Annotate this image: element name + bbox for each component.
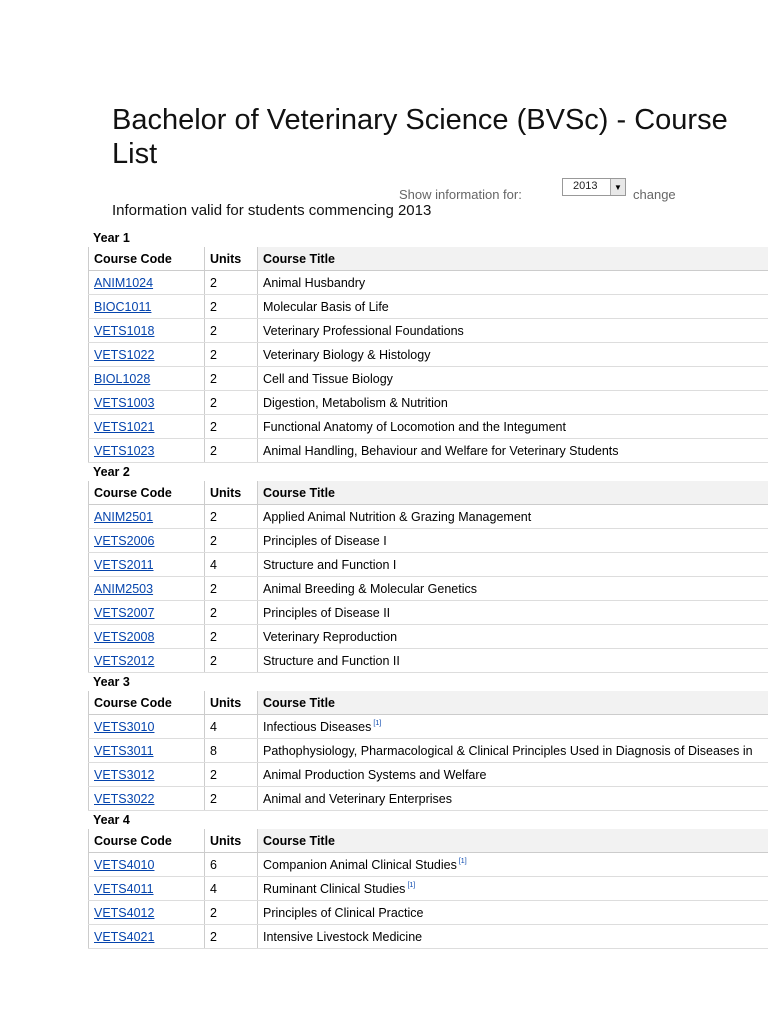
course-code-cell: [89, 577, 205, 601]
course-title-cell: [258, 529, 768, 553]
change-label: change: [633, 187, 676, 202]
course-code-cell: [89, 319, 205, 343]
table-row: [89, 505, 768, 529]
course-title-cell: [258, 601, 768, 625]
course-title: Functional Anatomy of Locomotion and the Integument: [263, 419, 566, 434]
page-title: Bachelor of Veterinary Science (BVSc) - Course List: [112, 104, 728, 170]
course-units-cell: 2: [205, 343, 258, 367]
course-units-cell: 2: [205, 271, 258, 295]
course-title: Principles of Disease II: [263, 605, 391, 620]
course-title-cell: [258, 739, 768, 763]
course-code-cell: [89, 415, 205, 439]
year-select-value: 2013: [573, 180, 598, 192]
course-title: Veterinary Professional Foundations: [263, 323, 464, 338]
table-row: [89, 319, 768, 343]
course-title-cell: [258, 271, 768, 295]
column-header-units: Units: [205, 829, 258, 853]
table-row: [89, 925, 768, 949]
course-code-link[interactable]: VETS1003: [94, 395, 155, 410]
table-row: [89, 577, 768, 601]
footnote-link[interactable]: [1]: [373, 720, 382, 728]
table-row: [89, 739, 768, 763]
course-title-cell: [258, 343, 768, 367]
course-title-cell: [258, 391, 768, 415]
course-code-link[interactable]: VETS2008: [94, 629, 155, 644]
year-select[interactable]: [562, 178, 626, 196]
course-title: Veterinary Biology & Histology: [263, 347, 431, 362]
course-units-cell: 2: [205, 415, 258, 439]
course-code-link[interactable]: VETS3012: [94, 767, 155, 782]
column-header-units: Units: [205, 691, 258, 715]
course-code-cell: [89, 529, 205, 553]
course-code-cell: [89, 649, 205, 673]
course-table: [88, 691, 768, 811]
course-title-cell: [258, 649, 768, 673]
column-header-code: Course Code: [89, 247, 205, 271]
column-header-units: Units: [205, 247, 258, 271]
table-row: [89, 295, 768, 319]
show-info-label: Show information for:: [399, 187, 522, 202]
column-header-title: Course Title: [258, 481, 768, 505]
course-title: Ruminant Clinical Studies: [263, 881, 406, 896]
column-header-code: Course Code: [89, 829, 205, 853]
table-row: [89, 343, 768, 367]
course-code-link[interactable]: VETS4011: [94, 881, 154, 896]
course-code-link[interactable]: VETS2007: [94, 605, 155, 620]
course-units-cell: 2: [205, 925, 258, 949]
column-header-code: Course Code: [89, 691, 205, 715]
course-code-cell: [89, 763, 205, 787]
table-header-row: [89, 481, 768, 505]
course-title-cell: [258, 439, 768, 463]
course-title: Principles of Clinical Practice: [263, 905, 424, 920]
course-code-cell: [89, 787, 205, 811]
course-table: [88, 247, 768, 463]
course-title-cell: [258, 853, 768, 877]
course-units-cell: 2: [205, 787, 258, 811]
table-row: [89, 715, 768, 739]
year-label: Year 2: [93, 465, 130, 479]
course-table: [88, 829, 768, 949]
table-row: [89, 391, 768, 415]
table-row: [89, 415, 768, 439]
course-code-cell: [89, 601, 205, 625]
valid-info-text: Information valid for students commencing 2013: [112, 202, 432, 219]
course-units-cell: 2: [205, 577, 258, 601]
course-units-cell: 2: [205, 319, 258, 343]
course-units-cell: 4: [205, 715, 258, 739]
course-list: [88, 229, 768, 949]
course-code-link[interactable]: VETS2011: [94, 557, 154, 572]
course-title: Pathophysiology, Pharmacological & Clinical Principles Used in Diagnosis of Diseases in: [263, 743, 753, 758]
course-title: Animal Production Systems and Welfare: [263, 767, 487, 782]
course-title: Infectious Diseases: [263, 719, 372, 734]
course-units-cell: 4: [205, 877, 258, 901]
course-title-cell: [258, 901, 768, 925]
course-title-cell: [258, 295, 768, 319]
course-units-cell: 2: [205, 529, 258, 553]
table-row: [89, 367, 768, 391]
course-title-cell: [258, 577, 768, 601]
course-title-cell: [258, 625, 768, 649]
course-code-link[interactable]: ANIM2501: [94, 509, 154, 524]
course-code-cell: [89, 271, 205, 295]
course-title: Intensive Livestock Medicine: [263, 929, 423, 944]
table-row: [89, 787, 768, 811]
course-title: Structure and Function I: [263, 557, 397, 572]
table-row: [89, 553, 768, 577]
table-row: [89, 901, 768, 925]
course-title: Applied Animal Nutrition & Grazing Management: [263, 509, 532, 524]
course-units-cell: 2: [205, 295, 258, 319]
table-row: [89, 601, 768, 625]
course-title: Companion Animal Clinical Studies: [263, 857, 457, 872]
course-title-cell: [258, 319, 768, 343]
course-code-cell: [89, 901, 205, 925]
course-table: [88, 481, 768, 673]
table-row: [89, 271, 768, 295]
course-code-link[interactable]: BIOL1028: [94, 371, 151, 386]
course-title: Principles of Disease I: [263, 533, 387, 548]
course-code-cell: [89, 625, 205, 649]
course-code-link[interactable]: VETS1021: [94, 419, 155, 434]
column-header-units: Units: [205, 481, 258, 505]
course-code-cell: [89, 925, 205, 949]
course-code-cell: [89, 505, 205, 529]
course-title-cell: [258, 787, 768, 811]
course-code-cell: [89, 439, 205, 463]
course-units-cell: 2: [205, 505, 258, 529]
course-units-cell: 2: [205, 901, 258, 925]
course-code-link[interactable]: VETS4012: [94, 905, 155, 920]
course-units-cell: 6: [205, 853, 258, 877]
course-units-cell: 2: [205, 601, 258, 625]
course-code-cell: [89, 553, 205, 577]
course-units-cell: 2: [205, 625, 258, 649]
table-row: [89, 625, 768, 649]
table-header-row: [89, 829, 768, 853]
year-label: Year 3: [93, 675, 130, 689]
table-header-row: [89, 691, 768, 715]
course-units-cell: 2: [205, 649, 258, 673]
course-code-link[interactable]: ANIM2503: [94, 581, 154, 596]
course-code-link[interactable]: BIOC1011: [94, 299, 152, 314]
course-title-cell: [258, 505, 768, 529]
course-code-cell: [89, 391, 205, 415]
course-code-link[interactable]: VETS4021: [94, 929, 155, 944]
course-units-cell: 2: [205, 763, 258, 787]
course-code-cell: [89, 853, 205, 877]
course-code-cell: [89, 343, 205, 367]
year-label: Year 4: [93, 813, 130, 827]
course-code-link[interactable]: VETS2012: [94, 653, 155, 668]
course-units-cell: 4: [205, 553, 258, 577]
column-header-code: Course Code: [89, 481, 205, 505]
course-title-cell: [258, 415, 768, 439]
course-code-cell: [89, 295, 205, 319]
column-header-title: Course Title: [258, 247, 768, 271]
course-code-link[interactable]: ANIM1024: [94, 275, 154, 290]
course-title: Cell and Tissue Biology: [263, 371, 393, 386]
table-header-row: [89, 247, 768, 271]
course-title-cell: [258, 763, 768, 787]
table-row: [89, 529, 768, 553]
chevron-down-icon[interactable]: ▼: [610, 179, 625, 195]
table-row: [89, 853, 768, 877]
footnote-link[interactable]: [1]: [458, 858, 467, 866]
course-title-cell: [258, 715, 768, 739]
table-row: [89, 439, 768, 463]
course-title: Digestion, Metabolism & Nutrition: [263, 395, 448, 410]
course-title: Structure and Function II: [263, 653, 400, 668]
course-code-link[interactable]: VETS3011: [94, 743, 154, 758]
column-header-title: Course Title: [258, 829, 768, 853]
column-header-title: Course Title: [258, 691, 768, 715]
course-title: Veterinary Reproduction: [263, 629, 398, 644]
course-code-cell: [89, 739, 205, 763]
course-title-cell: [258, 367, 768, 391]
course-title: Animal and Veterinary Enterprises: [263, 791, 452, 806]
table-row: [89, 649, 768, 673]
course-title: Molecular Basis of Life: [263, 299, 389, 314]
course-title: Animal Breeding & Molecular Genetics: [263, 581, 477, 596]
course-title-cell: [258, 877, 768, 901]
course-title: Animal Husbandry: [263, 275, 366, 290]
course-units-cell: 2: [205, 391, 258, 415]
course-code-link[interactable]: VETS4010: [94, 857, 155, 872]
course-code-link[interactable]: VETS1023: [94, 443, 155, 458]
course-code-link[interactable]: VETS2006: [94, 533, 155, 548]
year-label: Year 1: [93, 231, 130, 245]
course-units-cell: 2: [205, 367, 258, 391]
course-units-cell: 2: [205, 439, 258, 463]
course-title-cell: [258, 553, 768, 577]
course-code-link[interactable]: VETS3022: [94, 791, 155, 806]
footnote-link[interactable]: [1]: [407, 882, 416, 890]
course-code-link[interactable]: VETS1022: [94, 347, 155, 362]
course-code-cell: [89, 877, 205, 901]
course-title: Animal Handling, Behaviour and Welfare for Veterinary Students: [263, 443, 619, 458]
course-code-link[interactable]: VETS3010: [94, 719, 155, 734]
course-code-cell: [89, 715, 205, 739]
table-row: [89, 877, 768, 901]
course-title-cell: [258, 925, 768, 949]
course-units-cell: 8: [205, 739, 258, 763]
course-code-cell: [89, 367, 205, 391]
course-code-link[interactable]: VETS1018: [94, 323, 155, 338]
table-row: [89, 763, 768, 787]
